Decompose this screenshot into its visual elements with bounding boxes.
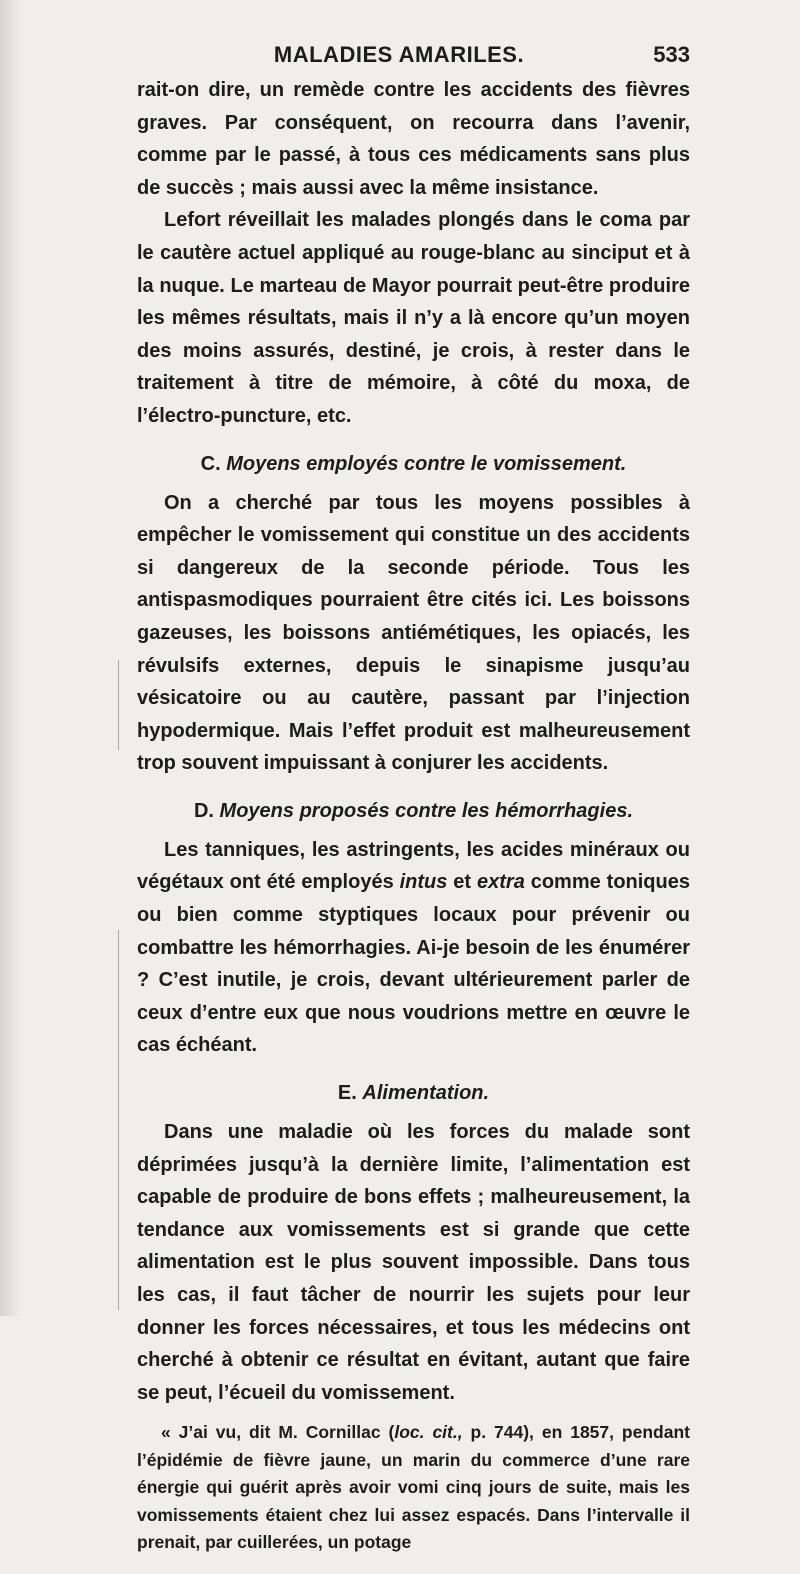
- paragraph-hemorrhagies: [137, 834, 690, 1062]
- running-title: MALADIES AMARILES.: [273, 42, 525, 67]
- paragraph-lefort: Lefort réveillait les malades plongés dans le coma par le cautère actuel appliqué au rouge-blanc au sinciput et à la nuque. Le marteau de Mayor pourrait peut-être produire les mêmes résultats, mais il n’y a là encore qu’un moyen des moins assurés, destiné, je crois, à rester dans le traitement à titre de mémoire, à côté du moxa, de l’électro-puncture, etc.: [137, 209, 690, 427]
- section-heading-c: [137, 450, 690, 478]
- term-intus: intus: [399, 871, 448, 894]
- section-title-e: Alimentation.: [362, 1082, 490, 1105]
- page-number: 533: [653, 42, 690, 67]
- margin-rule-lower: [118, 930, 119, 1310]
- section-label-d: D.: [193, 799, 214, 822]
- section-title-d: Moyens proposés contre les hémorrhagies.: [219, 799, 634, 822]
- text-run: et: [447, 871, 477, 894]
- citation-reference: loc. cit.,: [394, 1422, 463, 1443]
- section-title-c: Moyens employés contre le vomissement.: [226, 452, 627, 475]
- paragraph-continuation: rait-on dire, un remède contre les accidents des fièvres graves. Par conséquent, on recourra dans l’avenir, comme par le passé, à tous ces médicaments sans plus de succès ; mais aussi avec la même insistance.: [137, 79, 690, 199]
- section-heading-e: [137, 1079, 690, 1107]
- text-run: « J’ai vu, dit M. Cornillac (: [161, 1422, 395, 1443]
- section-heading-d: [137, 797, 690, 825]
- quotation-cornillac: [137, 1419, 690, 1557]
- page-header: [108, 42, 690, 76]
- page-body: [137, 74, 690, 1574]
- paragraph-alimentation: Dans une maladie où les forces du malade sont déprimées jusqu’à la dernière limite, l’alimentation est capable de produire de bons effets ; malheureusement, la tendance aux vomissements est si grande que cette alimentation est le plus souvent impossible. Dans tous les cas, il faut tâcher de nourrir les sujets pour leur donner les forces nécessaires, et tous les médecins ont cherché à obtenir ce résultat en évitant, autant que faire se peut, l’écueil du vomissement.: [137, 1121, 690, 1404]
- text-run: p. 744), en 1857, pendant l’épidémie de fièvre jaune, un marin du commerce d’une rare énergie qui guérit après avoir vomi cinq jours de suite, mais les vomissements étaient chez lui assez espacés. Dans l’intervalle il prenait, par cuillerées, un potage: [137, 1422, 690, 1553]
- section-label-e: E.: [337, 1082, 357, 1105]
- text-run: Les tanniques, les astringents, les acides minéraux ou végétaux ont été employés: [137, 838, 690, 894]
- text-run: comme toniques ou bien comme styptiques locaux pour prévenir ou combattre les hémorrhagies. Ai-je besoin de les énumérer ? C’est inutile, je crois, devant ultérieurement parler de ceux d’entre eux que nous voudrions mettre en œuvre le cas échéant.: [137, 871, 690, 1057]
- binding-shadow: [0, 0, 22, 1316]
- margin-rule-upper: [118, 660, 119, 750]
- term-extra: extra: [477, 871, 525, 894]
- section-label-c: C.: [200, 452, 221, 475]
- paragraph-vomissement: On a cherché par tous les moyens possibles à empêcher le vomissement qui constitue un des accidents si dangereux de la seconde période. Tous les antispasmodiques pourraient être cités ici. Les boissons gazeuses, les boissons antiémétiques, les opiacés, les révulsifs externes, depuis le sinapisme jusqu’au vésicatoire ou au cautère, passant par l’injection hypodermique. Mais l’effet produit est malheureusement trop souvent impuissant à conjurer les accidents.: [137, 491, 690, 775]
